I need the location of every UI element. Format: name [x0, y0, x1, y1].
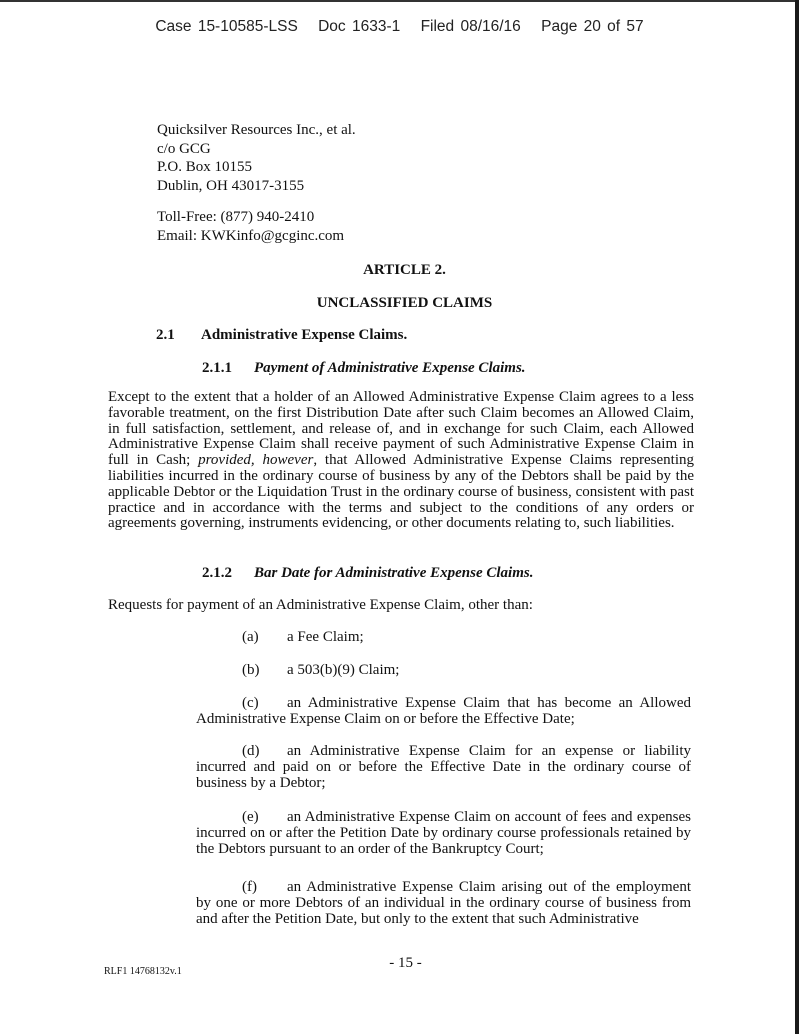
subsection-heading [202, 565, 533, 582]
document-id: RLF1 14768132v.1 [104, 966, 182, 977]
address-line: Quicksilver Resources Inc., et al. [157, 122, 356, 138]
section-title: Administrative Expense Claims. [201, 327, 408, 343]
paragraph-emphasis: provided, however [198, 452, 314, 469]
paragraph-payment [108, 390, 694, 532]
list-item-label: (d) [242, 743, 260, 759]
filed-date: Filed 08/16/16 [420, 18, 521, 35]
list-item-label: (c) [242, 695, 259, 711]
list-item-label: (f) [242, 879, 257, 895]
list-item [242, 629, 364, 646]
list-item-text: an Administrative Expense Claim arising out of the employment by one or more Debtors of an individual in the ordinary course of business from and after the Petition Date, but only to the extent that such Administrative [196, 879, 691, 927]
section-heading [156, 327, 407, 344]
paragraph-intro: Requests for payment of an Administrative Expense Claim, other than: [108, 597, 533, 613]
scan-edge-right [795, 0, 799, 1034]
email-address: Email: KWKinfo@gcginc.com [157, 227, 345, 244]
list-item-label: (e) [242, 809, 259, 825]
article-number: ARTICLE 2. [363, 262, 446, 278]
doc-number: Doc 1633-1 [318, 18, 401, 35]
subsection-title: Payment of Administrative Expense Claims. [254, 360, 526, 376]
list-item-text: an Administrative Expense Claim for an expense or liability incurred and paid on or before the Effective Date in the ordinary course of business by a Debtor; [196, 743, 691, 791]
list-item [196, 744, 691, 791]
list-item-label: (b) [242, 662, 260, 678]
paragraph-text: , that Allowed Administrative Expense Claims representing liabilities incurred in the ordinary course of business by any of the Debtors shall be paid by the applicable Debtor or the Liquidation Trust in the ordinary course of business, consistent with past practice and in accordance with the terms and subject to the conditions of any orders or agreements governing, instruments evidencing, or other documents relating to, such liabilities. [108, 452, 694, 532]
paragraph-text: Except to the extent that a holder of an Allowed Administrative Expense Claim agrees to a less favorable treatment, on the first Distribution Date after such Claim becomes an Allowed Claim, in full satisfaction, settlement, and release of, and in exchange for such Claim, each Allowed Administrative Expense Claim shall receive payment of such Administrative Expense Claim in full in Cash; [108, 389, 694, 469]
list-item-label: (a) [242, 629, 259, 645]
list-item [242, 662, 399, 679]
subsection-number: 2.1.2 [202, 565, 232, 581]
subsection-number: 2.1.1 [202, 360, 232, 376]
list-item-text: a 503(b)(9) Claim; [287, 662, 400, 678]
article-title: UNCLASSIFIED CLAIMS [316, 295, 493, 311]
list-item-text: an Administrative Expense Claim on account of fees and expenses incurred on or after the Petition Date by ordinary course professionals retained by the Debtors pursuant to an order of the Bankruptcy Court; [196, 809, 691, 857]
list-item [196, 880, 691, 927]
list-item [196, 810, 691, 857]
address-line: P.O. Box 10155 [157, 159, 253, 175]
subsection-title: Bar Date for Administrative Expense Claims. [254, 565, 534, 581]
list-item-text: a Fee Claim; [287, 629, 364, 645]
toll-free-number: Toll-Free: (877) 940-2410 [157, 209, 315, 225]
section-number: 2.1 [156, 327, 175, 343]
list-item [196, 696, 691, 728]
subsection-heading [202, 360, 526, 377]
page-count: Page 20 of 57 [541, 18, 644, 35]
scan-edge-top [0, 0, 799, 2]
address-block [157, 121, 356, 195]
court-filing-header [0, 18, 799, 36]
list-item-text: an Administrative Expense Claim that has become an Allowed Administrative Expense Claim on or before the Effective Date; [196, 695, 691, 727]
address-line: c/o GCG [157, 140, 211, 157]
page-number: - 15 - [389, 955, 422, 971]
case-number: Case 15-10585-LSS [155, 18, 298, 35]
address-line: Dublin, OH 43017-3155 [157, 177, 305, 194]
contact-block [157, 208, 344, 245]
